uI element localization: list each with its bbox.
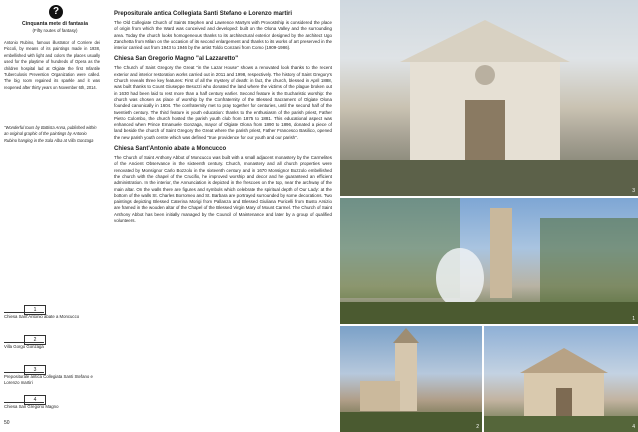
photo-index-label: Villa Gorgo Gonzaga [4, 344, 44, 349]
photo-index-number: 2 [24, 335, 46, 345]
photo-index-label: Prepositurale antica Collegiata Santi Stefano e Lorenzo martiri [4, 374, 93, 385]
fountain-photo [340, 198, 638, 324]
photo-caption-number: 2 [476, 424, 479, 430]
section-paragraph: The Old Collegiate Church of Saints Stephen and Lawrence Martyrs with Provostship is considered the place of origin from which the Ward was conceived and developed: built on the Olona Valley and the surrounding area. Today the church looks homogeneous thanks to its architectural exterior designed by the architect Ugo Zanchetta from Milan on the occasion of its second enlargement and thanks to its works of art preserved in the interior carried out from 1943 to 1946 by the artist Toldo Conzani from Como (1909-1986). [114, 20, 332, 51]
divider [4, 372, 44, 373]
photo-caption-number: 3 [632, 188, 635, 194]
section-paragraph: The Church of Saint Anthony Abbot of Moncucco was built with a small adjacent monastery by the Carmelites of the Ancient Observance in the sixteenth century. Church, monastery and all church properties were renovated by Monsignor Carlo Bozzolo in the sixteenth century and in 1670 Monsignor Bozzolo embellished the church with the chapel of the Crucifix, he improved worship and decor and he guaranteed an efficient administration. In the interior, the Annunciation is depicted in the frescoes on the top, near the archway of the main altar. On the walls there are figures and symbols which celebrate the spiritual depth of Our Lady: at the bottom of the walls St. Charles Borromeo and St. Barbara are portrayed surrounded by some decorations. Two paintings depicting Blessed Caterina Morigi from Pallanza and Blessed Giuliana Puricelli from Busto Arsizio are framed in the wooden altar of the Chapel of the Blessed Virgin Mary of Mount Carmel. The Church of Saint Anthony Abbot has been initially managed by the Council of Maintenance and later by a group of qualified volunteers. [114, 155, 332, 224]
photo-index-item [4, 390, 100, 420]
church-illustration [484, 326, 638, 432]
photo-index-number: 4 [24, 395, 46, 405]
divider [4, 342, 44, 343]
church-photo-san-gregorio [340, 0, 638, 196]
photo-index-item [4, 330, 100, 360]
main-text-column [114, 10, 332, 228]
photo-index-label: Chiesa San Gregorio Magno [4, 404, 59, 409]
sidebar [0, 0, 104, 432]
church-photo-collegiata [340, 326, 482, 432]
sidebar-quote: "Wonderful tours by Battista Anna, published within an original graphic of the paintings by Antonio Rubino hanging in the Sala Alba at Villa Gonzaga [4, 125, 97, 143]
church-photo-moncucco [484, 326, 638, 432]
page-number: 50 [4, 420, 10, 426]
photo-index-number: 3 [24, 365, 46, 375]
bell-tower-illustration [340, 326, 482, 432]
photo-index-list [4, 300, 100, 420]
section-paragraph: The Church of Saint Gregory the Great "in the Lazar House" shows a renovated look thanks to the recent exterior and interior restoration works carried out in 2011 and 1998, respectively. The history of Saint Gregory's Church reveals three key features: First of all the mystery of death: in fact, the church, blessed in April 1888, was built thanks to Count Giuseppe Besozzi who donated the land where the victims of the plague broken out in 1630 had been laid to rest more than a half century earlier. Second feature is the Eucharistic worship: the church was chosen as place of worship by the Confraternity of the Blessed Sacrament of Olgiate Olona founded canonically in 1604. The confraternity met to pray together for centuries, until the second half of the twentieth century. The third feature is youth education: thanks to the enthusiasm of the parish priest, Father Pietro Colombo, the church hosted the parish youth club from 1875 to 1881. This educational aspect was enhanced when Prince Emanuele Gonzaga, mayor of Olgiate Olona from 1890 to 1896, donated a piece of land beside the church of Saint Gregory the Great where the parish priest, Father Francesco Basilico, opened the new parish youth centre which was defined "true providence for our youth and our parish". [114, 65, 332, 140]
divider [4, 312, 44, 313]
church-illustration [340, 0, 638, 196]
photo-caption-number: 1 [632, 316, 635, 322]
photo-index-number: 1 [24, 305, 46, 315]
section-heading: Chiesa San Gregorio Magno "al Lazzaretto" [114, 56, 239, 63]
section-heading: Prepositurale antica Collegiata Santi Stefano e Lorenzo martiri [114, 11, 293, 17]
divider [4, 402, 44, 403]
section-heading: Chiesa Sant'Antonio abate a Moncucco [114, 146, 227, 153]
photo-index-item [4, 360, 100, 390]
sidebar-subtitle: (Fifty routes of fantasy) [32, 28, 78, 33]
sidebar-title: Cinquanta mete di fantasia [21, 21, 88, 27]
photo-caption-number: 4 [632, 424, 635, 430]
question-icon: ? [49, 5, 63, 19]
photo-index-item [4, 300, 100, 330]
sidebar-body: Antonio Rubino, famous illustrator of Corriere dei Piccoli, by means of its paintings made in 1938, embellished with light and colors the places usually used for the playtime of hundreds of Opera as the children hospital lad at Olgiate the first Infantile Tuberculosis Prevention Organization were called. The big room regained its sparkle and it was reopened after thirty years on November 6th, 2014. [4, 40, 100, 90]
fountain-illustration [340, 198, 638, 324]
photo-index-label: Chiesa Sant'Antonio abate a Moncucco [4, 314, 80, 319]
